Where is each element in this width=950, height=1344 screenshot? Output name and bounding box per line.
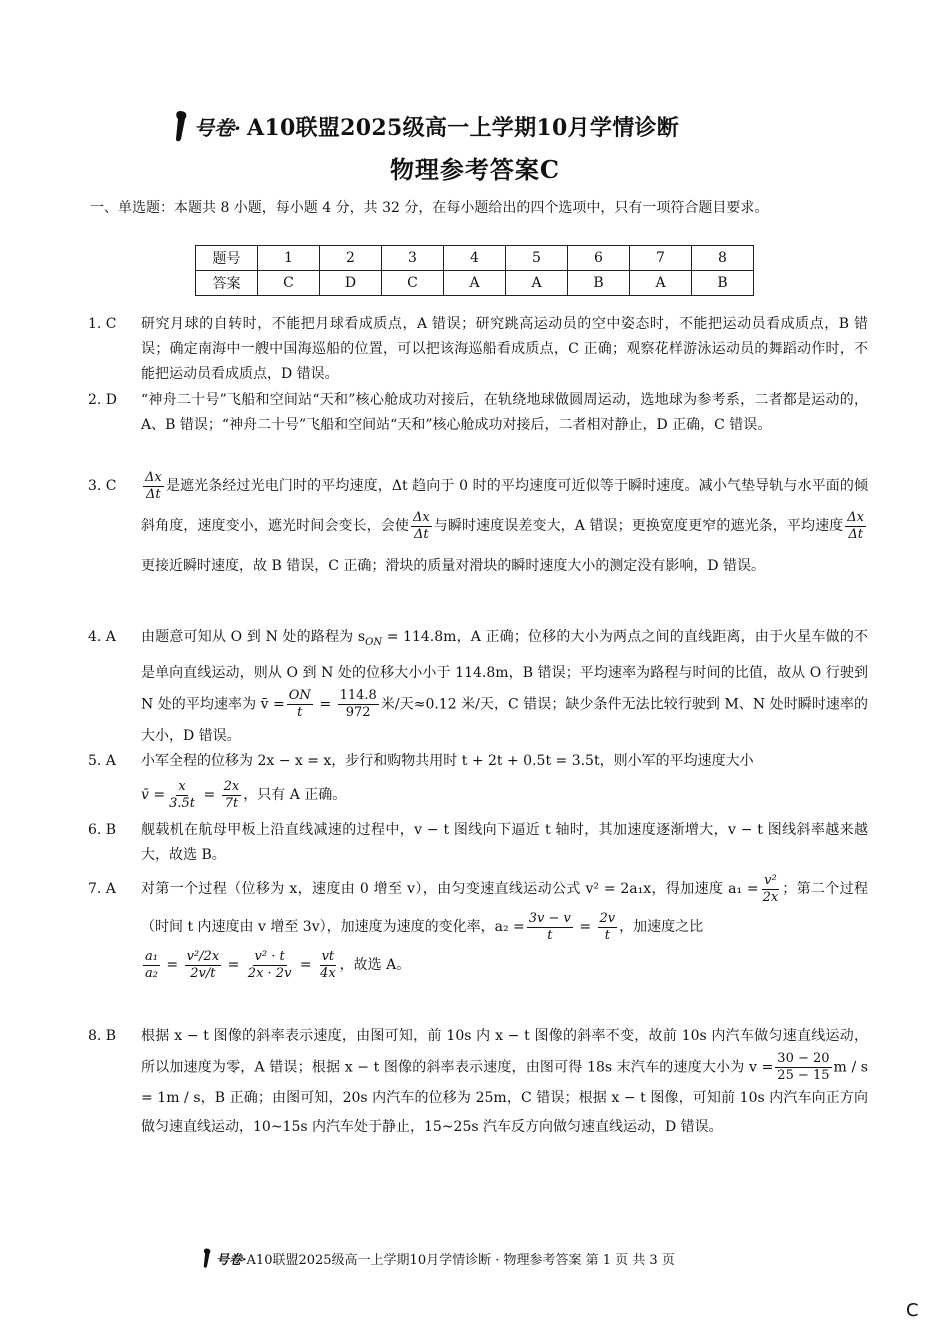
question-1 — [88, 312, 868, 387]
fraction: $\frac{\Delta x}{\Delta t}$ — [847, 509, 865, 542]
table-cell: 1 — [258, 246, 320, 271]
table-cell: 6 — [568, 246, 630, 271]
compound-fraction: $\frac{\text{v²/2x}}{2v/t}$ — [186, 948, 220, 981]
question-number: 2. D — [88, 392, 118, 408]
page-title: A10联盟2025级高一上学期10月学情诊断 — [246, 114, 680, 141]
table-row — [196, 271, 754, 296]
question-explanation: 由题意可知从 O 到 N 处的路程为 $s_{ON} = 114.8m$，A 正确；位移的大小为两点之间的直线距离，由于火星车做的不是单向直线运动，则从 O 到 N 处的位移大小小于 114.8m，B 错误；平均速率为路程与时间的比值，故从 O 行驶到 N 处的平均速率为 v̄ = $\frac{ON}{t}$ = $\frac{114.8}{972}$ 米/天≈0.12 米/天，C 错误；缺少条件无法比较行驶到 M、N 处时瞬时速率的大小，D 错误。 — [141, 629, 869, 744]
table-cell: 4 — [444, 246, 506, 271]
question-3 — [88, 466, 868, 586]
question-explanation: “神舟二十号”飞船和空间站“天和”核心舱成功对接后，在轨绕地球做圆周运动，选地球为参考系，二者都是运动的，A、B 错误；“神舟二十号”飞船和空间站“天和”核心舱成功对接后，二者相对静止，D 正确，C 错误。 — [141, 392, 868, 433]
brand-logo-icon — [170, 109, 241, 143]
corner-mark: C — [906, 1300, 919, 1321]
fraction: $\frac{2v}{t}$ — [599, 910, 616, 943]
question-4 — [88, 622, 868, 751]
table-cell: C — [258, 271, 320, 296]
header-title-line1 — [170, 108, 810, 144]
table-cell: B — [568, 271, 630, 296]
fraction: $\frac{\Delta x}{\Delta t}$ — [145, 469, 162, 502]
table-cell: C — [382, 271, 444, 296]
fraction: $\frac{2x}{7t}$ — [223, 778, 240, 811]
question-number: 1. C — [88, 316, 117, 332]
table-cell: 5 — [506, 246, 568, 271]
question-number: 7. A — [88, 881, 116, 897]
question-number: 6. B — [88, 822, 117, 838]
question-explanation: 对第一个过程（位移为 x，速度由 0 增至 v），由匀变速直线运动公式 v² = 2a₁x，得加速度 a₁ = $\frac{\text{v²}}{2x}$ ；第二个过程（时间 t 内速度由 v 增至 3v），加速度为速度的变化率，a₂ = $\frac{3v - v}{t}$ = $\frac{2v}{t}$ ，加速度之比 $\frac{\text{a₁}}{\text{a₂}}$ = $\frac{\text{v²/2x}}{2v/t}$ = $\frac{\text{v² · t}}{2x \cdot 2v}$ = $\frac{vt}{4x}$ ，故选 A。 — [141, 872, 869, 981]
table-row — [196, 246, 754, 271]
fraction: $\frac{vt}{4x}$ — [320, 948, 336, 981]
table-header-cell: 答案 — [196, 271, 258, 296]
brand-logo-text: 号卷· — [194, 115, 241, 140]
page-subtitle: 物理参考答案C — [389, 155, 561, 184]
fraction: $\frac{ON}{t}$ — [288, 687, 311, 720]
table-cell: B — [692, 271, 754, 296]
question-number: 4. A — [88, 629, 116, 645]
brush-stroke-icon — [200, 1246, 214, 1270]
fraction: $\frac{\Delta x}{\Delta t}$ — [412, 509, 430, 542]
question-2 — [88, 388, 868, 438]
table-cell: D — [320, 271, 382, 296]
question-8 — [88, 1022, 868, 1142]
question-6 — [88, 818, 868, 868]
table-cell: 7 — [630, 246, 692, 271]
table-cell: 3 — [382, 246, 444, 271]
fraction: $\frac{\text{v²}}{2x}$ — [762, 872, 779, 905]
fraction: $\frac{\text{v² · t}}{2x \cdot 2v}$ — [247, 948, 292, 981]
question-explanation: $\frac{\Delta x}{\Delta t}$ 是遮光条经过光电门时的平均速度，Δt 趋向于 0 时的平均速度可近似等于瞬时速度。减小气垫导轨与水平面的倾斜角度，速度变小，遮光时间会变长，会使 $\frac{\Delta x}{\Delta t}$ 与瞬时速度误差变大，A 错误；更换宽度更窄的遮光条，平均速度 $\frac{\Delta x}{\Delta t}$ 更接近瞬时速度，故 B 错误，C 正确；滑块的质量对滑块的瞬时速度大小的测定没有影响，D 错误。 — [141, 469, 868, 574]
table-cell: A — [630, 271, 692, 296]
answer-table — [195, 245, 754, 296]
table-cell: 8 — [692, 246, 754, 271]
question-7 — [88, 870, 868, 984]
question-explanation: 舰载机在航母甲板上沿直线减速的过程中，v − t 图线向下逼近 t 轴时，其加速度逐渐增大，v − t 图线斜率越来越大，故选 B。 — [141, 822, 868, 863]
question-number: 5. A — [88, 753, 116, 769]
question-5 — [88, 744, 868, 812]
table-cell: A — [444, 271, 506, 296]
question-explanation: 根据 x − t 图像的斜率表示速度，由图可知，前 10s 内 x − t 图像的斜率不变，故前 10s 内汽车做匀速直线运动，所以加速度为零，A 错误；根据 x − t 图像的斜率表示速度，由图可得 18s 末汽车的速度大小为 v = $\frac{30 - 20}{25 - 15}$ m / s = 1m / s，B 正确；由图可知，20s 内汽车的位移为 25m，C 错误；根据 x − t 图像，可知前 10s 内汽车向正方向做匀速直线运动，10~15s 内汽车处于静止，15~25s 汽车反方向做匀速直线运动，D 错误。 — [141, 1028, 868, 1135]
fraction: $\frac{30 - 20}{25 - 15}$ — [777, 1051, 830, 1083]
fraction: $\frac{x}{3.5t}$ — [169, 778, 195, 811]
fraction: $\frac{\text{a₁}}{\text{a₂}}$ — [145, 948, 158, 981]
question-number: 3. C — [88, 478, 117, 494]
page-footer — [200, 1244, 760, 1272]
fraction: $\frac{114.8}{972}$ — [339, 687, 377, 720]
question-explanation: 小军全程的位移为 2x − x = x，步行和购物共用时 t + 2t + 0.5t = 3.5t，则小军的平均速度大小 v̄ = $\frac{x}{3.5t}$ = $\frac{2x}{7t}$ ，只有 A 正确。 — [141, 753, 754, 811]
brush-stroke-icon — [170, 109, 192, 143]
table-header-cell: 题号 — [196, 246, 258, 271]
fraction: $\frac{3v - v}{t}$ — [528, 910, 571, 943]
table-cell: 2 — [320, 246, 382, 271]
question-explanation: 研究月球的自转时，不能把月球看成质点，A 错误；研究跳高运动员的空中姿态时，不能把运动员看成质点，B 错误；确定南海中一艘中国海巡船的位置，可以把该海巡船看成质点，C 正确；观察花样游泳运动员的舞蹈动作时，不能把运动员看成质点，D 错误。 — [141, 316, 868, 382]
table-cell: A — [506, 271, 568, 296]
question-number: 8. B — [88, 1028, 117, 1044]
footer-text: A10联盟2025级高一上学期10月学情诊断 · 物理参考答案 第 1 页 共 3 页 — [246, 1252, 675, 1268]
section-heading: 一、单选题：本题共 8 小题，每小题 4 分，共 32 分，在每小题给出的四个选项中，只有一项符合题目要求。 — [90, 200, 769, 216]
footer-logo-text: 号卷· — [216, 1252, 247, 1268]
